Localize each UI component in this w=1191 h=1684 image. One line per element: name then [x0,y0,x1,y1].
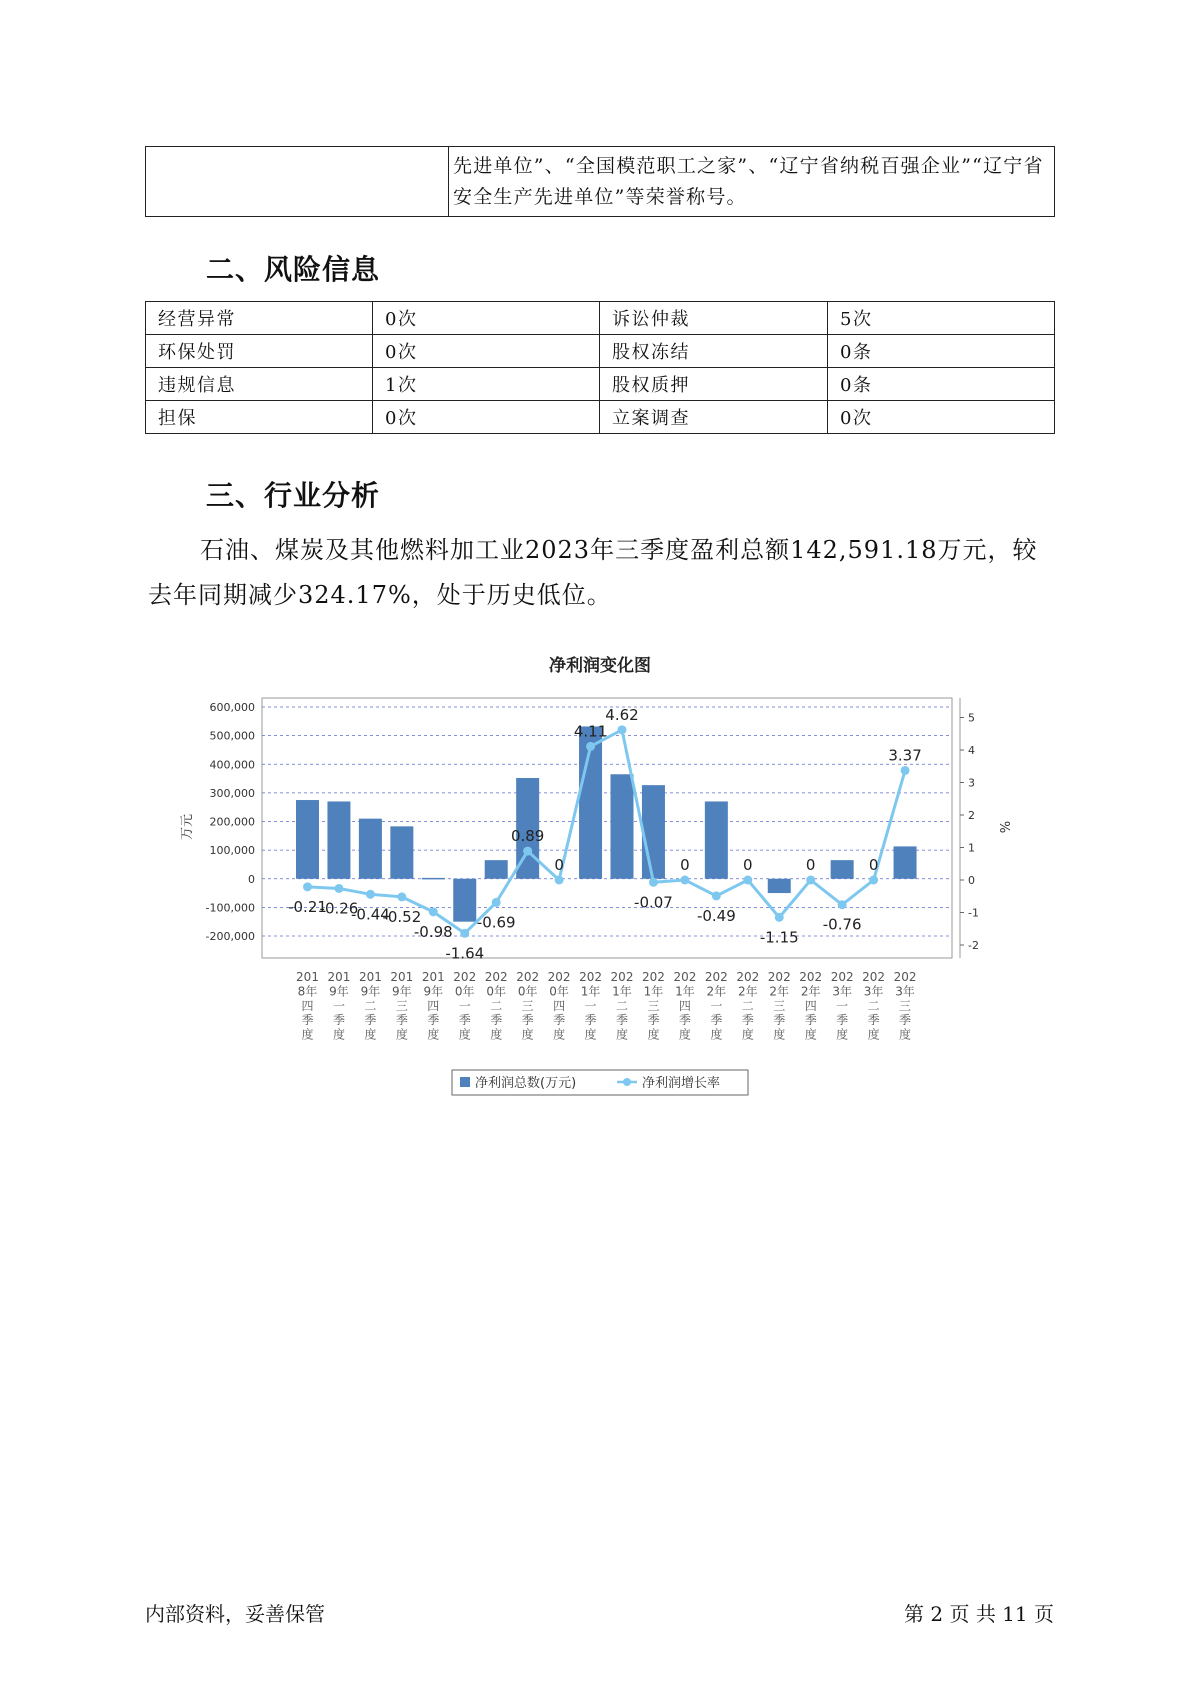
x-category-label [705,970,728,1042]
risk-table [145,301,1055,434]
section2-title: 二、风险信息 [206,253,381,286]
data-label: 0 [868,856,879,874]
data-label: -0.44 [350,905,390,924]
honor-table [145,146,1055,217]
left-tick-label: -100,000 [205,901,255,915]
risk-value: 5次 [828,302,1055,335]
x-category-text: 201 8年四季度 [296,970,319,1042]
x-category-text: 202 1年四季度 [673,970,697,1042]
x-category-text: 202 0年三季度 [516,970,540,1042]
x-category-text: 201 9年二季度 [358,970,382,1042]
bar [705,801,728,878]
data-label: 0.89 [510,827,545,846]
bar [894,846,917,878]
data-label: -0.49 [696,906,736,925]
x-category-label [831,970,854,1042]
x-category-label [768,970,791,1042]
left-axis-label: 万元 [180,813,195,841]
x-category-label [642,970,665,1042]
data-label: -1.64 [445,944,485,963]
growth-point [775,913,784,922]
data-label: 4.62 [605,705,639,724]
x-category-text: 202 1年一季度 [579,970,603,1042]
x-category-label [579,970,602,1042]
data-label: 3.37 [888,746,922,765]
growth-point [649,878,658,887]
left-tick-label: 0 [248,872,255,886]
table-row [146,147,1055,217]
x-category-label [862,970,885,1042]
bar [642,785,665,879]
risk-label: 经营异常 [146,302,373,335]
bar [768,879,791,893]
x-category-text: 202 3年二季度 [862,970,886,1042]
x-category-label [327,970,350,1042]
right-axis-label: % [996,820,1011,834]
growth-point [743,876,752,885]
right-tick-label: -1 [968,906,979,920]
x-category-text: 202 1年二季度 [610,970,634,1042]
right-axis-ticks [960,712,979,953]
data-label: 0 [805,856,816,874]
x-category-label [485,970,508,1042]
data-label: 0 [743,856,753,874]
x-category-text: 202 3年三季度 [893,970,917,1042]
bar [359,819,382,879]
risk-value: 0条 [828,368,1055,401]
growth-point [366,890,375,899]
risk-label: 违规信息 [146,368,373,401]
risk-value: 1次 [373,368,600,401]
x-category-text: 202 2年一季度 [704,970,728,1042]
legend-line-label: 净利润增长率 [642,1076,721,1091]
right-tick-label: 5 [968,711,975,725]
x-category-label [736,970,759,1042]
growth-point [712,891,721,900]
x-category-label [359,970,382,1042]
footer-left: 内部资料，妥善保管 [145,1602,325,1626]
x-category-label [799,970,822,1042]
growth-point [555,876,564,885]
chart-legend [452,1070,748,1095]
x-category-label [422,970,445,1042]
x-category-label [453,970,476,1042]
right-tick-label: 4 [968,744,975,757]
table-row [146,335,1055,368]
growth-point [429,907,438,916]
risk-value: 0次 [373,401,600,434]
data-label: -1.15 [759,928,799,947]
growth-point [460,929,469,938]
risk-label: 环保处罚 [146,335,373,368]
x-category-label [673,970,696,1042]
legend-bar-swatch [460,1077,470,1087]
risk-value: 0次 [373,302,600,335]
x-category-text: 202 0年一季度 [453,970,477,1042]
risk-label: 股权冻结 [600,335,828,368]
bar [327,801,350,878]
right-tick-label: -2 [968,939,979,952]
data-label: -0.52 [382,907,422,926]
x-category-text: 202 2年三季度 [767,970,791,1042]
table-row [146,302,1055,335]
growth-point [806,876,815,885]
risk-value: 0次 [828,401,1055,434]
industry-paragraph-text: 石油、煤炭及其他燃料加工业2023年三季度盈利总额142,591.18万元，较去年同期减少324.17%，处于历史低位。 [148,536,1038,609]
growth-point [586,742,595,751]
x-category-label [390,970,413,1042]
bar [485,860,508,879]
growth-point [680,876,689,885]
industry-paragraph [148,528,1058,618]
bar [831,860,854,879]
left-tick-label: 300,000 [209,786,255,800]
legend-line-marker [623,1078,631,1086]
bar [611,774,634,878]
honor-table-left-cell [146,147,449,217]
growth-point [397,892,406,901]
left-axis-ticks [206,701,255,943]
left-tick-label: 400,000 [209,758,255,772]
data-label: -0.07 [634,893,673,912]
growth-point [523,847,532,856]
data-label: -0.98 [413,922,453,941]
right-tick-label: 1 [968,841,975,855]
data-label: 0 [554,856,564,874]
growth-point [869,876,878,885]
x-category-text: 202 2年四季度 [799,970,823,1042]
risk-label: 担保 [146,401,373,434]
right-tick-label: 0 [968,874,975,887]
x-category-text: 202 0年二季度 [484,970,508,1042]
left-tick-label: -200,000 [205,930,255,943]
x-category-label [548,970,571,1042]
bar [296,800,319,879]
risk-label: 股权质押 [600,368,828,401]
risk-value: 0次 [373,335,600,368]
x-category-text: 202 3年一季度 [830,970,854,1042]
x-category-label [894,970,917,1042]
left-tick-label: 100,000 [209,844,255,858]
risk-label: 立案调查 [600,401,828,434]
x-category-text: 201 9年四季度 [421,970,445,1042]
honor-table-right-cell: 先进单位”、“全国模范职工之家”、“辽宁省纳税百强企业”“辽宁省安全生产先进单位”等荣誉称号。 [449,147,1055,217]
x-category-label [516,970,539,1042]
left-tick-label: 500,000 [209,729,255,743]
right-tick-label: 3 [968,776,975,790]
data-label: 0 [680,856,690,874]
risk-table-body [146,302,1055,434]
bar [390,826,413,878]
legend-bar-label: 净利润总数(万元) [475,1076,577,1091]
growth-point [618,725,627,734]
data-label: 4.11 [573,722,608,741]
chart-title: 净利润变化图 [549,656,651,676]
data-label: -0.76 [822,915,862,934]
data-label: -0.21 [288,897,327,916]
x-category-text: 202 1年三季度 [641,970,665,1042]
bar [422,878,445,880]
data-label: -0.69 [476,913,516,932]
growth-point [303,882,312,891]
x-axis-categories [296,970,916,1042]
growth-point [901,766,910,775]
risk-value: 0条 [828,335,1055,368]
x-category-text: 202 0年四季度 [547,970,571,1042]
bar [453,879,476,922]
risk-label: 诉讼仲裁 [600,302,828,335]
left-tick-label: 600,000 [209,701,255,714]
growth-point [838,900,847,909]
left-tick-label: 200,000 [209,815,255,829]
footer-page-number: 第 2 页 共 11 页 [904,1602,1054,1626]
growth-point [334,884,343,893]
right-tick-label: 2 [968,809,975,822]
x-category-label [296,970,319,1042]
x-category-text: 201 9年三季度 [390,970,414,1042]
table-row [146,368,1055,401]
data-label: -0.26 [319,899,359,918]
section3-title: 三、行业分析 [206,479,381,512]
growth-point [492,898,501,907]
x-category-label [611,970,634,1042]
x-category-text: 202 2年二季度 [736,970,760,1042]
table-row [146,401,1055,434]
net-profit-chart [0,640,1191,1100]
x-category-text: 201 9年一季度 [327,970,351,1042]
